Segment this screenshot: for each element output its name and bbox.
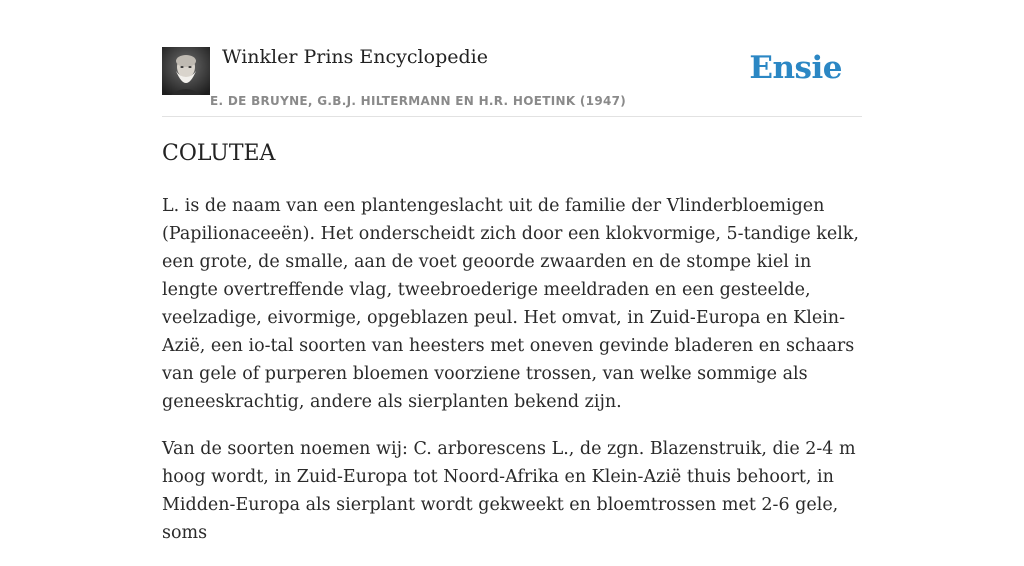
ensie-logo-link[interactable]: Ensie: [749, 50, 842, 86]
article-title: COLUTEA: [162, 141, 276, 166]
article-paragraph: Van de soorten noemen wij: C. arborescens L., de zgn. Blazenstruik, die 2-4 m hoog wordt, in Zuid-Europa tot Noord-Afrika en Klein-Azië thuis behoort, in Midden-Europa als sierplant wordt gekweekt en bloemtrossen met 2-6 gele, soms: [162, 439, 856, 543]
content-column: [162, 0, 862, 543]
source-header: [162, 0, 862, 117]
author-portrait-icon: [162, 47, 210, 95]
article-body: [162, 192, 862, 566]
source-authors: E. DE BRUYNE, G.B.J. HILTERMANN EN H.R. HOETINK (1947): [210, 94, 627, 108]
source-title[interactable]: Winkler Prins Encyclopedie: [222, 46, 488, 68]
article-paragraph: L. is de naam van een plantengeslacht uit de familie der Vlinderbloemigen (Papilionaceeën). Het onderscheidt zich door een klokvormige, 5-tandige kelk, een grote, de smalle, aan de voet geoorde zwaarden en de stompe kiel in lengte overtreffende vlag, tweebroederige meeldraden en een gesteelde, veelzadige, eivormige, opgeblazen peul. Het omvat, in Zuid-Europa en Klein-Azië, een io-tal soorten van heesters met oneven gevinde bladeren en schaars van gele of purperen bloemen voorziene trossen, van welke sommige als geneeskrachtig, andere als sierplanten bekend zijn.: [162, 196, 859, 412]
author-avatar: [162, 47, 210, 95]
